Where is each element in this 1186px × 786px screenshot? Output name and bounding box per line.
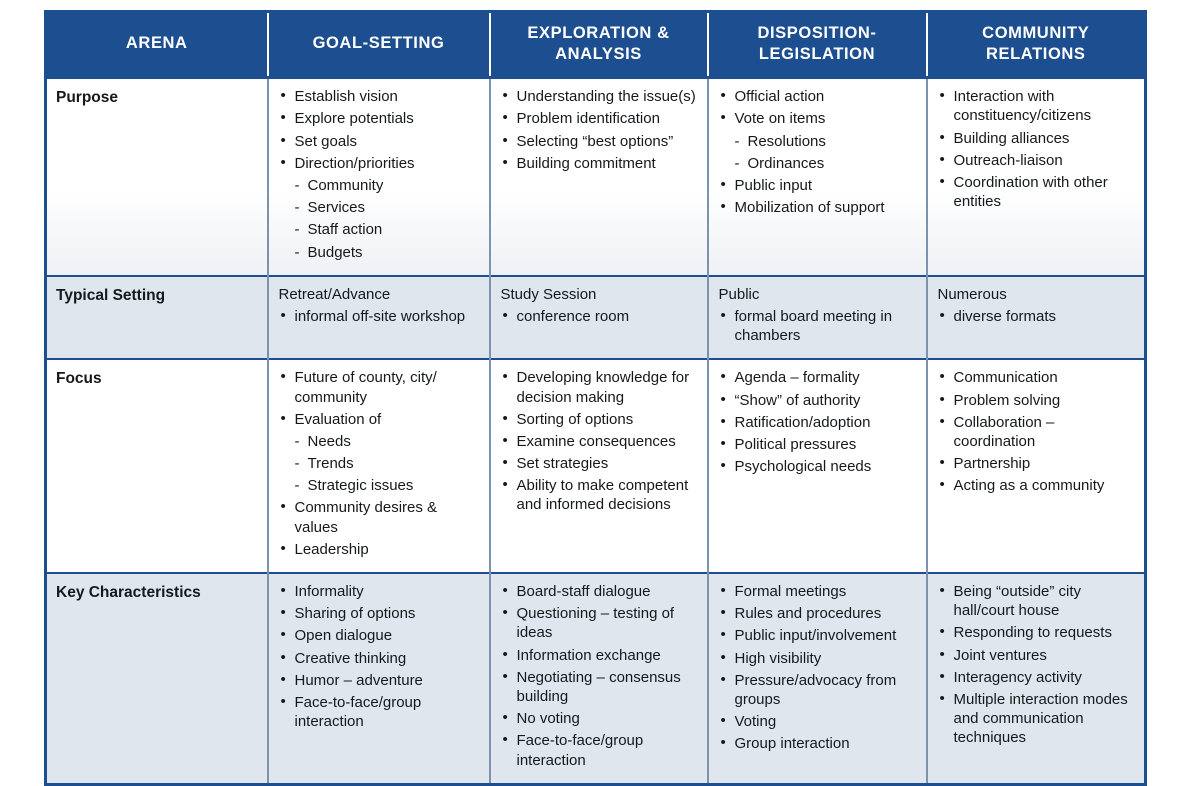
list-item: • Building alliances [938, 129, 1135, 148]
table-cell [268, 276, 490, 360]
list-item: • Sharing of options [279, 604, 479, 623]
list-item: - Needs [279, 432, 479, 451]
cell-item-list [719, 87, 916, 217]
list-item: • Agenda – formality [719, 368, 916, 387]
table-cell [708, 78, 927, 276]
list-item: • Problem identification [501, 109, 697, 128]
list-item: Numerous [937, 285, 1007, 303]
list-item: • Interaction with constituency/citizens [938, 87, 1135, 125]
table-header [46, 12, 1146, 78]
list-item: • “Show” of authority [719, 391, 916, 410]
list-item: • Evaluation of [279, 410, 479, 429]
list-item: • Multiple interaction modes and communication techniques [938, 690, 1135, 748]
table-cell [268, 78, 490, 276]
list-item: - Staff action [279, 220, 479, 239]
list-item: • Mobilization of support [719, 198, 916, 217]
list-item: • Open dialogue [279, 626, 479, 645]
table-cell [490, 359, 708, 573]
list-item: • Face-to-face/group interaction [501, 731, 697, 769]
list-item: • formal board meeting in chambers [719, 307, 916, 345]
cell-item-list [938, 368, 1135, 495]
list-item: • Examine consequences [501, 432, 697, 451]
list-item: • Board-staff dialogue [501, 582, 697, 601]
list-item: • Being “outside” city hall/court house [938, 582, 1135, 620]
cell-item-list [501, 285, 697, 326]
list-item: • Establish vision [279, 87, 479, 106]
list-item: - Services [279, 198, 479, 217]
list-item: • Building commitment [501, 154, 697, 173]
table-cell [927, 276, 1146, 360]
list-item: • Creative thinking [279, 649, 479, 668]
table-cell [268, 359, 490, 573]
list-item: • Official action [719, 87, 916, 106]
column-header-goal-setting: GOAL-SETTING [268, 12, 490, 78]
cell-item-list [938, 87, 1135, 211]
table-row [46, 359, 1146, 573]
list-item: • Future of county, city/ community [279, 368, 479, 406]
cell-item-list [719, 582, 916, 754]
table-cell [708, 573, 927, 784]
list-item: • Public input [719, 176, 916, 195]
table-cell [490, 573, 708, 784]
list-item: • Negotiating – consensus building [501, 668, 697, 706]
table-cell [927, 359, 1146, 573]
list-item: • informal off-site workshop [279, 307, 479, 326]
list-item: • Selecting “best options” [501, 132, 697, 151]
list-item: • Interagency activity [938, 668, 1135, 687]
list-item: Retreat/Advance [278, 285, 391, 303]
column-header-disposition-legislation: DISPOSITION-LEGISLATION [708, 12, 927, 78]
table-row [46, 573, 1146, 784]
cell-item-list [938, 285, 1135, 326]
row-label: Key Characteristics [46, 573, 268, 784]
list-item: • Information exchange [501, 646, 697, 665]
list-item: • Informality [279, 582, 479, 601]
list-item: • Set goals [279, 132, 479, 151]
list-item: - Resolutions [719, 132, 916, 151]
table-body [46, 78, 1146, 784]
list-item: • Group interaction [719, 734, 916, 753]
list-item: • High visibility [719, 649, 916, 668]
cell-item-list [279, 285, 479, 326]
cell-item-list [719, 285, 916, 346]
cell-item-list [501, 582, 697, 770]
table-row [46, 78, 1146, 276]
list-item: • Communication [938, 368, 1135, 387]
list-item: • Public input/involvement [719, 626, 916, 645]
list-item: • No voting [501, 709, 697, 728]
governance-arena-matrix [44, 10, 1147, 786]
list-item: • Understanding the issue(s) [501, 87, 697, 106]
list-item: • Vote on items [719, 109, 916, 128]
cell-item-list [279, 582, 479, 731]
list-item: • Problem solving [938, 391, 1135, 410]
table-cell [927, 573, 1146, 784]
list-item: • Developing knowledge for decision making [501, 368, 697, 406]
list-item: • Rules and procedures [719, 604, 916, 623]
table-cell [927, 78, 1146, 276]
list-item: - Strategic issues [279, 476, 479, 495]
column-header-arena: ARENA [46, 12, 268, 78]
list-item: • Direction/priorities [279, 154, 479, 173]
list-item: • Community desires & values [279, 498, 479, 536]
list-item: Study Session [500, 285, 597, 303]
list-item: • Voting [719, 712, 916, 731]
list-item: Public [718, 285, 760, 303]
cell-item-list [279, 87, 479, 262]
row-label: Purpose [46, 78, 268, 276]
list-item: • Partnership [938, 454, 1135, 473]
list-item: • Psychological needs [719, 457, 916, 476]
table-cell [490, 276, 708, 360]
cell-item-list [501, 368, 697, 514]
list-item: • Explore potentials [279, 109, 479, 128]
cell-item-list [279, 368, 479, 559]
list-item: • Responding to requests [938, 623, 1135, 642]
list-item: • Coordination with other entities [938, 173, 1135, 211]
list-item: • conference room [501, 307, 697, 326]
cell-item-list [719, 368, 916, 476]
cell-item-list [938, 582, 1135, 748]
table-cell [268, 573, 490, 784]
list-item: • Questioning – testing of ideas [501, 604, 697, 642]
list-item: • Joint ventures [938, 646, 1135, 665]
list-item: • Acting as a community [938, 476, 1135, 495]
list-item: - Budgets [279, 243, 479, 262]
table-cell [708, 276, 927, 360]
list-item: - Trends [279, 454, 479, 473]
list-item: • Political pressures [719, 435, 916, 454]
column-header-exploration-analysis: EXPLORATION & ANALYSIS [490, 12, 708, 78]
table-cell [708, 359, 927, 573]
row-label: Focus [46, 359, 268, 573]
list-item: - Ordinances [719, 154, 916, 173]
header-row [46, 12, 1146, 78]
table-row [46, 276, 1146, 360]
column-header-community-relations: COMMUNITY RELATIONS [927, 12, 1146, 78]
list-item: • Sorting of options [501, 410, 697, 429]
cell-item-list [501, 87, 697, 173]
list-item: • Set strategies [501, 454, 697, 473]
list-item: • Formal meetings [719, 582, 916, 601]
list-item: - Community [279, 176, 479, 195]
list-item: • Pressure/advocacy from groups [719, 671, 916, 709]
row-label: Typical Setting [46, 276, 268, 360]
list-item: • diverse formats [938, 307, 1135, 326]
table-cell [490, 78, 708, 276]
list-item: • Face-to-face/group interaction [279, 693, 479, 731]
list-item: • Ratification/adoption [719, 413, 916, 432]
list-item: • Ability to make competent and informed decisions [501, 476, 697, 514]
list-item: • Outreach-liaison [938, 151, 1135, 170]
list-item: • Collaboration – coordination [938, 413, 1135, 451]
list-item: • Leadership [279, 540, 479, 559]
list-item: • Humor – adventure [279, 671, 479, 690]
